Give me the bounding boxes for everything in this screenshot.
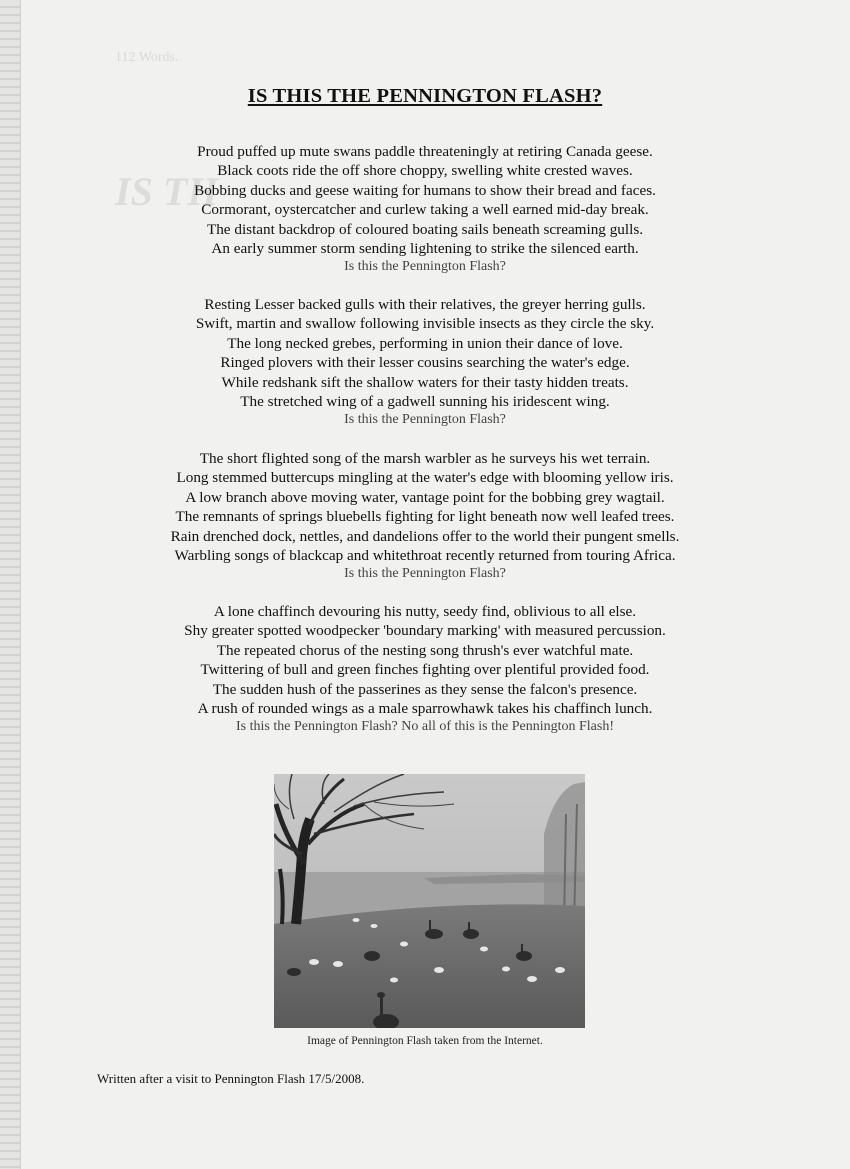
poem-line: The short flighted song of the marsh warbler as he surveys his wet terrain. — [199, 450, 651, 467]
poem-line: Bobbing ducks and geese waiting for humans to show their bread and faces. — [194, 181, 656, 199]
stanza-refrain: Is this the Pennington Flash? No all of this is the Pennington Flash! — [236, 719, 614, 735]
poem-line: Proud puffed up mute swans paddle threateningly at retiring Canada geese. — [197, 143, 653, 160]
poem-line: Twittering of bull and green finches fighting over plentiful provided food. — [200, 661, 650, 679]
stanza-4 — [0, 602, 850, 735]
poem-line: Warbling songs of blackcap and whitethroat recently returned from touring Africa. — [174, 547, 676, 565]
poem-line: Rain drenched dock, nettles, and dandelions offer to the world their pungent smells. — [170, 527, 680, 545]
poem-line: Black coots ride the off shore choppy, swelling white crested waves. — [217, 162, 633, 180]
poem-line: The distant backdrop of coloured boating sails beneath screaming gulls. — [206, 220, 644, 238]
poem-line: The repeated chorus of the nesting song thrush's ever watchful mate. — [216, 641, 634, 659]
poem-line: The long necked grebes, performing in union their dance of love. — [227, 334, 623, 352]
bleed-word-count: 112 Words. — [115, 50, 179, 65]
stanza-3 — [0, 449, 850, 582]
pennington-flash-photo — [274, 774, 585, 1028]
poem-line: Resting Lesser backed gulls with their relatives, the greyer herring gulls. — [204, 296, 646, 313]
stanza-refrain: Is this the Pennington Flash? — [344, 259, 506, 275]
poem-line: Swift, martin and swallow following invisible insects as they circle the sky. — [195, 315, 655, 333]
poem-line: A lone chaffinch devouring his nutty, seedy find, oblivious to all else. — [213, 603, 637, 620]
poem-line: While redshank sift the shallow waters for their tasty hidden treats. — [221, 373, 629, 391]
stanza-refrain: Is this the Pennington Flash? — [344, 412, 506, 428]
poem-line: A low branch above moving water, vantage point for the bobbing grey wagtail. — [185, 488, 665, 506]
bleed-heading: IS TH — [115, 169, 219, 214]
poem-line: Long stemmed buttercups mingling at the water's edge with blooming yellow iris. — [176, 469, 674, 487]
poem-line: The remnants of springs bluebells fighting for light beneath now well leafed trees. — [175, 508, 675, 526]
photo-caption: Image of Pennington Flash taken from the Internet. — [307, 1035, 543, 1047]
poem-line: The stretched wing of a gadwell sunning his iridescent wing. — [240, 393, 610, 411]
poem-line: The sudden hush of the passerines as they sense the falcon's presence. — [212, 680, 638, 698]
poem-line: A rush of rounded wings as a male sparrowhawk takes his chaffinch lunch. — [197, 700, 653, 718]
poem-line: Cormorant, oystercatcher and curlew taking a well earned mid-day break. — [201, 201, 649, 219]
poem-line: Shy greater spotted woodpecker 'boundary marking' with measured percussion. — [184, 622, 666, 640]
poem-line: An early summer storm sending lightening to strike the silenced earth. — [211, 240, 639, 258]
stanza-2 — [0, 295, 850, 428]
page-title: IS THIS THE PENNINGTON FLASH? — [247, 85, 603, 107]
poem-line: Ringed plovers with their lesser cousins searching the water's edge. — [220, 354, 630, 372]
written-after-note: Written after a visit to Pennington Flash 17/5/2008. — [97, 1071, 365, 1086]
stanza-1 — [0, 142, 850, 275]
stanza-refrain: Is this the Pennington Flash? — [344, 566, 506, 582]
